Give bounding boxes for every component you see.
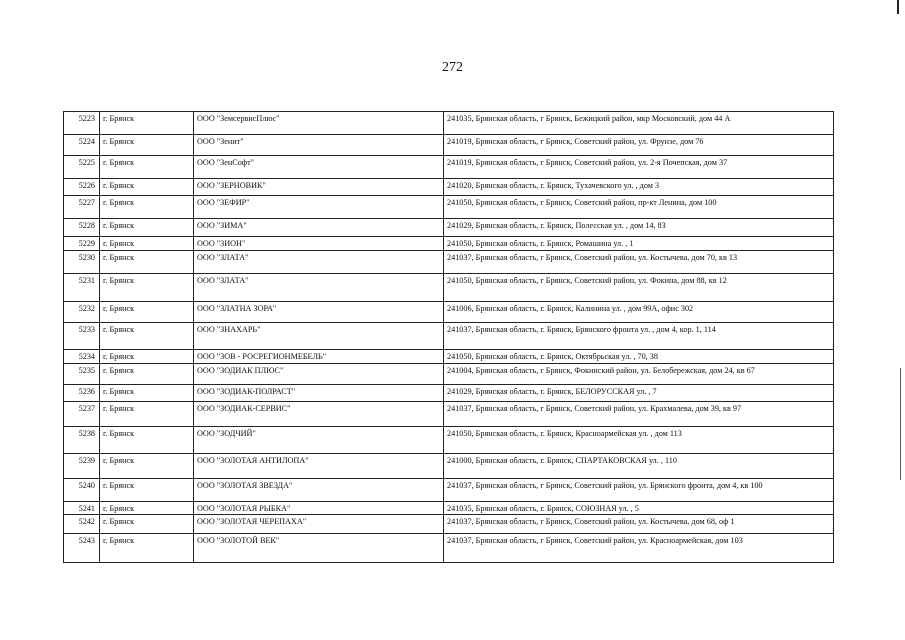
row-number-cell: 5240: [64, 479, 100, 502]
row-number-cell: 5232: [64, 302, 100, 323]
scan-edge-line: [900, 368, 901, 480]
table-row: [64, 479, 834, 502]
city-cell: г. Брянск: [100, 364, 194, 385]
row-number-cell: 5228: [64, 219, 100, 237]
address-cell: 241035, Брянская область, г Брянск, Бежицкий район, мкр Московский, дом 44 А: [444, 112, 834, 135]
address-cell: 241004, Брянская область, г Брянск, Фокинский район, ул. Белобережская, дом 24, кв 67: [444, 364, 834, 385]
table-row: [64, 219, 834, 237]
organization-name-cell: ООО "ЗОЛОТОЙ ВЕК": [194, 534, 444, 563]
table-row: [64, 323, 834, 350]
address-cell: 241037, Брянская область, г Брянск, Советский район, ул. Крахмалева, дом 39, кв 97: [444, 402, 834, 427]
row-number-cell: 5242: [64, 515, 100, 534]
table-row: [64, 364, 834, 385]
table-row: [64, 534, 834, 563]
organization-name-cell: ООО "ЗОДИАК ПЛЮС": [194, 364, 444, 385]
organization-name-cell: ООО "ЗемсервисПлюс": [194, 112, 444, 135]
row-number-cell: 5224: [64, 135, 100, 156]
table-row: [64, 502, 834, 515]
city-cell: г. Брянск: [100, 112, 194, 135]
row-number-cell: 5231: [64, 274, 100, 302]
row-number-cell: 5239: [64, 454, 100, 479]
table-row: [64, 156, 834, 179]
address-cell: 241035, Брянская область, г. Брянск, СОЮЗНАЯ ул. , 5: [444, 502, 834, 515]
row-number-cell: 5234: [64, 350, 100, 364]
table-row: [64, 135, 834, 156]
table-row: [64, 385, 834, 402]
organization-name-cell: ООО "Зенит": [194, 135, 444, 156]
row-number-cell: 5236: [64, 385, 100, 402]
table-row: [64, 302, 834, 323]
city-cell: г. Брянск: [100, 502, 194, 515]
organization-name-cell: ООО "ЗНАХАРЬ": [194, 323, 444, 350]
organization-name-cell: ООО "ЗИОН": [194, 237, 444, 251]
table-row: [64, 402, 834, 427]
organization-name-cell: ООО "ЗОЛОТАЯ ЧЕРЕПАХА": [194, 515, 444, 534]
address-cell: 241029, Брянская область, г. Брянск, БЕЛОРУССКАЯ ул. , 7: [444, 385, 834, 402]
table-row: [64, 454, 834, 479]
table-row: [64, 237, 834, 251]
address-cell: 241037, Брянская область, г. Брянск, Брянского фронта ул. , дом 4, кор. 1, 114: [444, 323, 834, 350]
city-cell: г. Брянск: [100, 427, 194, 454]
row-number-cell: 5226: [64, 179, 100, 196]
city-cell: г. Брянск: [100, 179, 194, 196]
table-row: [64, 196, 834, 219]
city-cell: г. Брянск: [100, 350, 194, 364]
organization-name-cell: ООО "ЗЛАТНА ЗОРА": [194, 302, 444, 323]
organization-name-cell: ООО "ЗЕФИР": [194, 196, 444, 219]
registry-table: [63, 111, 834, 563]
address-cell: 241020, Брянская область, г. Брянск, Тухачевского ул. , дом 3: [444, 179, 834, 196]
registry-body: [64, 112, 834, 563]
city-cell: г. Брянск: [100, 237, 194, 251]
address-cell: 241000, Брянская область, г. Брянск, СПАРТАКОВСКАЯ ул. , 110: [444, 454, 834, 479]
table-row: [64, 350, 834, 364]
organization-name-cell: ООО "ЗЕРНОВИК": [194, 179, 444, 196]
scan-edge-mark: [897, 0, 899, 14]
city-cell: г. Брянск: [100, 454, 194, 479]
row-number-cell: 5223: [64, 112, 100, 135]
table-row: [64, 251, 834, 274]
organization-name-cell: ООО "ЗОДИАК-ПОЛРАСТ": [194, 385, 444, 402]
city-cell: г. Брянск: [100, 323, 194, 350]
organization-name-cell: ООО "ЗЛАТА": [194, 251, 444, 274]
city-cell: г. Брянск: [100, 402, 194, 427]
organization-name-cell: ООО "ЗОДЧИЙ": [194, 427, 444, 454]
address-cell: 241050, Брянская область, г. Брянск, Октябрьская ул. , 70, 38: [444, 350, 834, 364]
address-cell: 241037, Брянская область, г Брянск, Советский район, ул. Красноармейская, дом 103: [444, 534, 834, 563]
row-number-cell: 5237: [64, 402, 100, 427]
address-cell: 241006, Брянская область, г. Брянск, Калинина ул. , дом 99А, офис 302: [444, 302, 834, 323]
organization-name-cell: ООО "ЗОЛОТАЯ ЗВЕЗДА": [194, 479, 444, 502]
table-row: [64, 179, 834, 196]
address-cell: 241050, Брянская область, г. Брянск, Ромашина ул. , 1: [444, 237, 834, 251]
row-number-cell: 5233: [64, 323, 100, 350]
organization-name-cell: ООО "ЗОЛОТАЯ АНТИЛОПА": [194, 454, 444, 479]
row-number-cell: 5235: [64, 364, 100, 385]
city-cell: г. Брянск: [100, 196, 194, 219]
city-cell: г. Брянск: [100, 219, 194, 237]
row-number-cell: 5227: [64, 196, 100, 219]
organization-name-cell: ООО "ЗОЛОТАЯ РЫБКА": [194, 502, 444, 515]
address-cell: 241029, Брянская область, г. Брянск, Полесская ул. , дом 14, 83: [444, 219, 834, 237]
row-number-cell: 5243: [64, 534, 100, 563]
address-cell: 241019, Брянская область, г Брянск, Советский район, ул. 2-я Почепская, дом 37: [444, 156, 834, 179]
city-cell: г. Брянск: [100, 135, 194, 156]
address-cell: 241050, Брянская область, г. Брянск, Красноармейская ул. , дом 113: [444, 427, 834, 454]
table-row: [64, 427, 834, 454]
city-cell: г. Брянск: [100, 274, 194, 302]
city-cell: г. Брянск: [100, 302, 194, 323]
address-cell: 241050, Брянская область, г Брянск, Советский район, ул. Фокина, дом 88, кв 12: [444, 274, 834, 302]
row-number-cell: 5225: [64, 156, 100, 179]
address-cell: 241037, Брянская область, г Брянск, Советский район, ул. Костычева, дом 68, оф 1: [444, 515, 834, 534]
row-number-cell: 5229: [64, 237, 100, 251]
row-number-cell: 5241: [64, 502, 100, 515]
city-cell: г. Брянск: [100, 534, 194, 563]
city-cell: г. Брянск: [100, 479, 194, 502]
row-number-cell: 5230: [64, 251, 100, 274]
address-cell: 241037, Брянская область, г Брянск, Советский район, ул. Костычева, дом 70, кв 13: [444, 251, 834, 274]
table-row: [64, 515, 834, 534]
organization-name-cell: ООО "ЗЛАТА": [194, 274, 444, 302]
row-number-cell: 5238: [64, 427, 100, 454]
address-cell: 241050, Брянская область, г Брянск, Советский район, пр-кт Ленина, дом 100: [444, 196, 834, 219]
organization-name-cell: ООО "ЗенСофт": [194, 156, 444, 179]
city-cell: г. Брянск: [100, 251, 194, 274]
page-number: 272: [442, 60, 463, 75]
address-cell: 241019, Брянская область, г Брянск, Советский район, ул. Фрунзе, дом 76: [444, 135, 834, 156]
table-row: [64, 112, 834, 135]
organization-name-cell: ООО "ЗОВ - РОСРЕГИОНМЕБЕЛЬ": [194, 350, 444, 364]
organization-name-cell: ООО "ЗИМА": [194, 219, 444, 237]
organization-name-cell: ООО "ЗОДИАК-СЕРВИС": [194, 402, 444, 427]
city-cell: г. Брянск: [100, 156, 194, 179]
city-cell: г. Брянск: [100, 385, 194, 402]
city-cell: г. Брянск: [100, 515, 194, 534]
table-row: [64, 274, 834, 302]
address-cell: 241037, Брянская область, г Брянск, Советский район, ул. Брянского фронта, дом 4, кв 100: [444, 479, 834, 502]
